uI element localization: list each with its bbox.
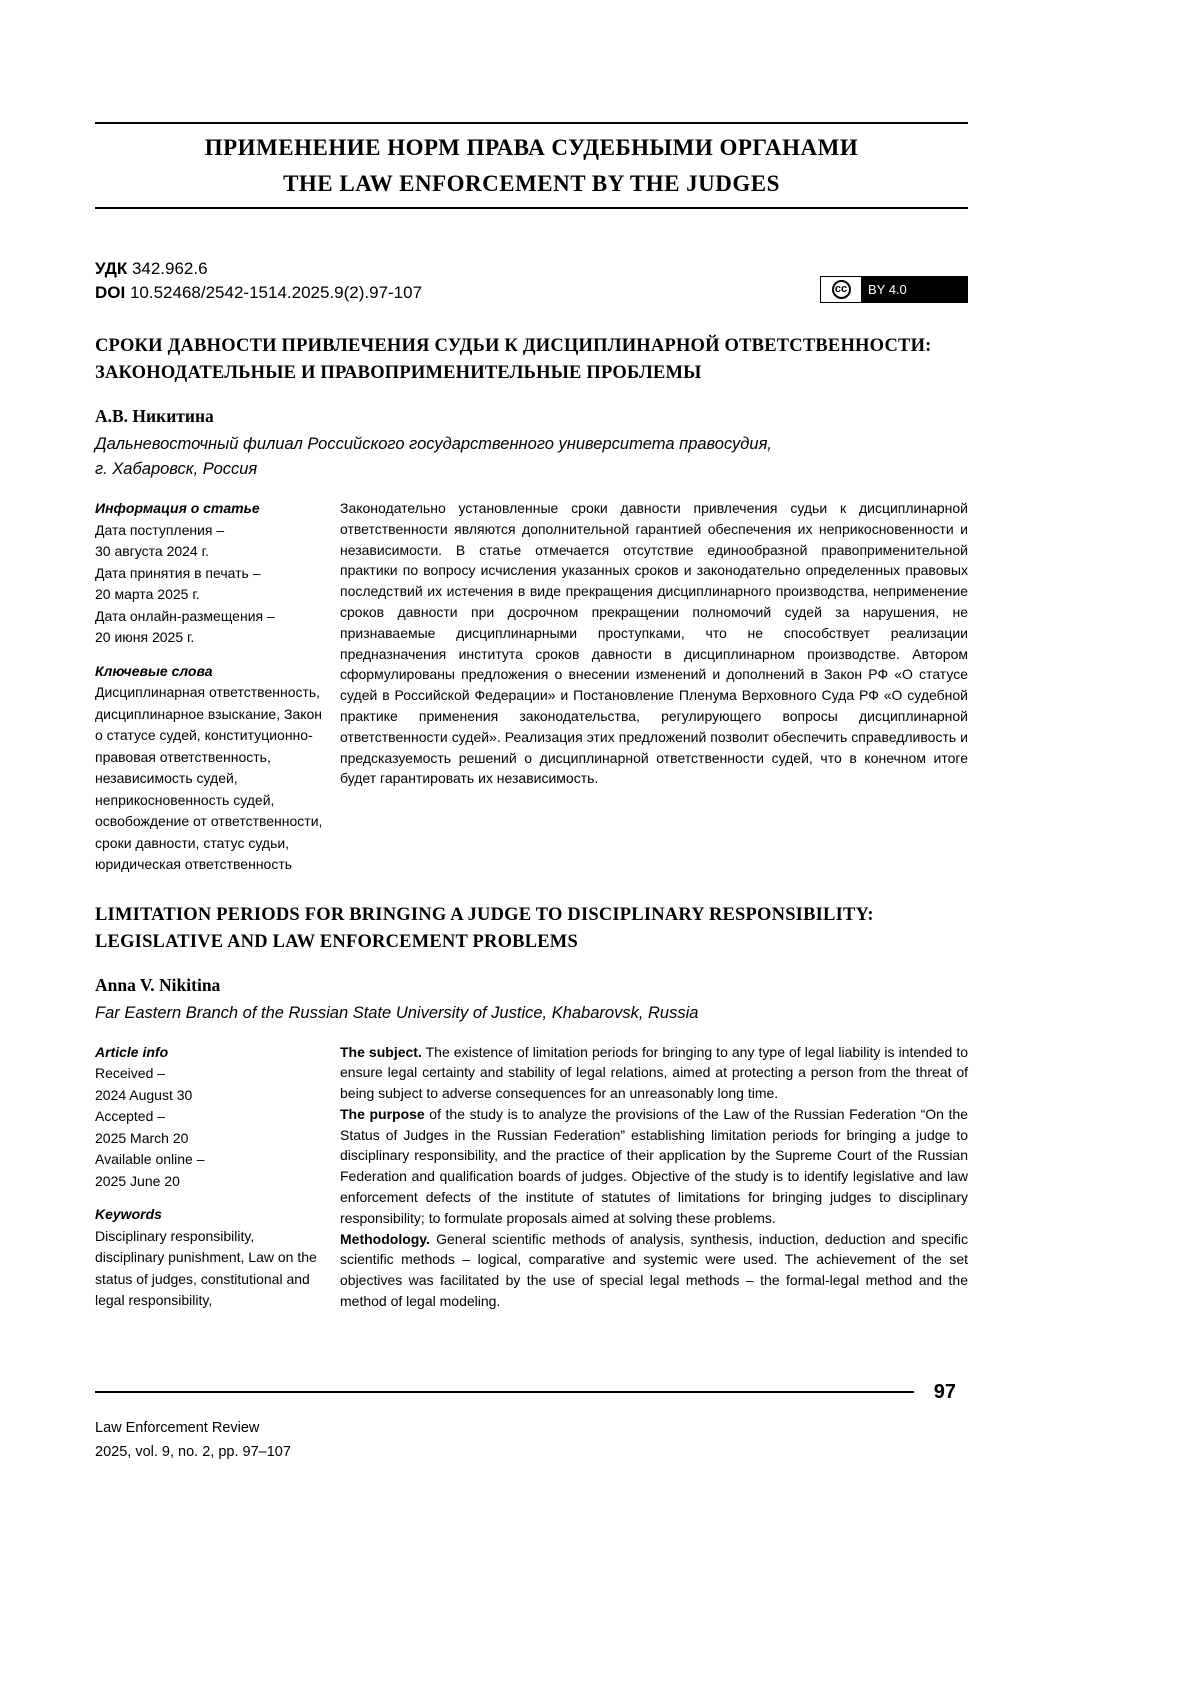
keywords-heading-en: Keywords bbox=[95, 1206, 162, 1222]
ru-abstract-column bbox=[340, 498, 968, 876]
article-title-en: LIMITATION PERIODS FOR BRINGING A JUDGE TO DISCIPLINARY RESPONSIBILITY: LEGISLATIVE AND LAW ENFORCEMENT PROBLEMS bbox=[95, 904, 874, 952]
cc-circle-glyph: cc bbox=[832, 280, 851, 299]
cc-icon bbox=[821, 277, 861, 302]
abstract-paragraph bbox=[340, 1229, 968, 1312]
article-info-line: Received – bbox=[95, 1065, 166, 1081]
article-info-line: 20 марта 2025 г. bbox=[95, 586, 200, 602]
journal-reference bbox=[95, 1416, 968, 1464]
abstract-lead: Methodology. bbox=[340, 1230, 430, 1247]
article-info-line: Дата онлайн-размещения – bbox=[95, 607, 275, 624]
keywords-ru: Дисциплинарная ответственность, дисциплинарное взыскание, Закон о статусе судей, конституционно-правовая ответственность, независимость судей, неприкосновенность судей, освобождение от ответственности, сроки давности, статус судьи, юридическая ответственность bbox=[95, 684, 323, 872]
journal-name: Law Enforcement Review bbox=[95, 1420, 260, 1436]
affiliation-en bbox=[95, 1001, 968, 1026]
page-footer bbox=[95, 1382, 968, 1464]
author-en: Anna V. Nikitina bbox=[95, 974, 221, 995]
doi-line bbox=[95, 281, 422, 305]
cc-license-badge bbox=[820, 276, 968, 303]
udc-doi-block bbox=[95, 257, 422, 305]
abstract-text: of the study is to analyze the provisions of the Law of the Russian Federation “On the Status of Judges in the Russian Federation” establishing limitation periods for bringing a judge to disciplinary responsibility, and the practice of their application by the Supreme Court of the Russian Federation and qualification boards of judges. Objective of the study is to identify legislative and law enforcement defects of the institute of statutes of limitations for bringing judges to disciplinary responsibility; to formulate proposals aimed at solving these problems. bbox=[340, 1105, 968, 1226]
article-info-heading-en: Article info bbox=[95, 1043, 169, 1060]
affiliation-en-line: Far Eastern Branch of the Russian State University of Justice, Khabarovsk, Russia bbox=[95, 1003, 699, 1022]
doi-value: 10.52468/2542-1514.2025.9(2).97-107 bbox=[129, 283, 423, 302]
keywords-en: Disciplinary responsibility, disciplinary punishment, Law on the status of judges, constitutional and legal responsibility, bbox=[95, 1227, 317, 1308]
udc-value: 342.962.6 bbox=[131, 259, 208, 278]
article-meta-row bbox=[95, 257, 968, 305]
abstract-lead: The purpose bbox=[340, 1105, 425, 1122]
affiliation-ru-line: Дальневосточный филиал Российского государственного университета правосудия, bbox=[95, 435, 772, 453]
udc-label: УДК bbox=[95, 259, 128, 278]
footer-rule-row bbox=[95, 1382, 968, 1402]
en-abstract-column bbox=[340, 1042, 968, 1312]
keywords-heading-ru: Ключевые слова bbox=[95, 662, 213, 679]
ru-article-info-column bbox=[95, 498, 340, 876]
affiliation-ru bbox=[95, 432, 968, 482]
article-info-line: 2025 June 20 bbox=[95, 1172, 180, 1189]
header-rule-bottom bbox=[95, 207, 968, 209]
article-info-line: Дата принятия в печать – bbox=[95, 564, 261, 581]
abstract-text: General scientific methods of analysis, synthesis, induction, deduction and specific scientific methods – logical, comparative and systemic were used. The achievement of the set objectives was facilitated by the use of special legal methods – the formal-legal method and the method of legal modeling. bbox=[340, 1230, 968, 1310]
ru-info-abstract-section bbox=[95, 498, 968, 876]
affiliation-ru-line: г. Хабаровск, Россия bbox=[95, 460, 258, 478]
article-info-line: Accepted – bbox=[95, 1108, 166, 1124]
footer-rule bbox=[95, 1391, 914, 1393]
journal-section-title-en: THE LAW ENFORCEMENT BY THE JUDGES bbox=[283, 171, 780, 196]
cc-license-label: BY 4.0 bbox=[861, 277, 967, 302]
udc-line bbox=[95, 257, 422, 281]
article-info-line: Available online – bbox=[95, 1151, 205, 1167]
en-article-info-column bbox=[95, 1042, 340, 1312]
journal-section-title-ru: ПРИМЕНЕНИЕ НОРМ ПРАВА СУДЕБНЫМИ ОРГАНАМИ bbox=[204, 135, 859, 160]
article-title-ru: СРОКИ ДАВНОСТИ ПРИВЛЕЧЕНИЯ СУДЬИ К ДИСЦИПЛИНАРНОЙ ОТВЕТСТВЕННОСТИ: ЗАКОНОДАТЕЛЬНЫЕ И ПРАВОПРИМЕНИТЕЛЬНЫЕ ПРОБЛЕМЫ bbox=[95, 336, 932, 383]
abstract-lead: The subject. bbox=[340, 1043, 422, 1060]
article-info-line: 20 июня 2025 г. bbox=[95, 629, 195, 645]
abstract-ru: Законодательно установленные сроки давности привлечения судьи к дисциплинарной ответственности являются дополнительной гарантией обеспечения их неприкосновенности и независимости. В статье отмечается отсутствие единообразной правоприменительной практики по вопросу исчисления указанных сроков и законодательно определенных правовых последствий их истечения в виде прекращения дисциплинарного производства, неприменение сроков давности при досрочном прекращении полномочий судей за нарушения, не признаваемые дисциплинарными проступками, что не способствует реализации предназначения института сроков давности в дисциплинарном производстве. Автором сформулированы предложения о внесении изменений и дополнений в Закон РФ «О статусе судей в Российской Федерации» и Постановление Пленума Верховного Суда РФ «О судебной практике применения законодательства, регулирующего вопросы дисциплинарной ответственности судей». Реализация этих предложений позволит обеспечить справедливость и предсказуемость решений о дисциплинарной ответственности судей, что в конечном итоге будет гарантировать их независимость. bbox=[340, 500, 968, 787]
abstract-text: The existence of limitation periods for bringing to any type of legal liability is intended to ensure legal certainty and stability of legal relations, aimed at protecting a person from the threat of being subject to adverse consequences for an unreasonably long time. bbox=[340, 1043, 969, 1102]
abstract-paragraph bbox=[340, 1104, 968, 1229]
article-info-line: 2025 March 20 bbox=[95, 1129, 189, 1146]
article-info-line: 30 августа 2024 г. bbox=[95, 543, 209, 559]
article-info-heading-ru: Информация о статье bbox=[95, 500, 260, 516]
header-rule-top bbox=[95, 122, 968, 124]
abstract-paragraph bbox=[340, 1042, 968, 1104]
article-info-line: Дата поступления – bbox=[95, 521, 225, 538]
journal-issue: 2025, vol. 9, no. 2, pp. 97–107 bbox=[95, 1444, 291, 1460]
author-ru: А.В. Никитина bbox=[95, 406, 214, 426]
page-number: 97 bbox=[933, 1381, 956, 1403]
page-content bbox=[95, 0, 968, 1312]
article-info-line: 2024 August 30 bbox=[95, 1086, 193, 1103]
doi-label: DOI bbox=[95, 283, 126, 302]
en-info-abstract-section bbox=[95, 1042, 968, 1312]
